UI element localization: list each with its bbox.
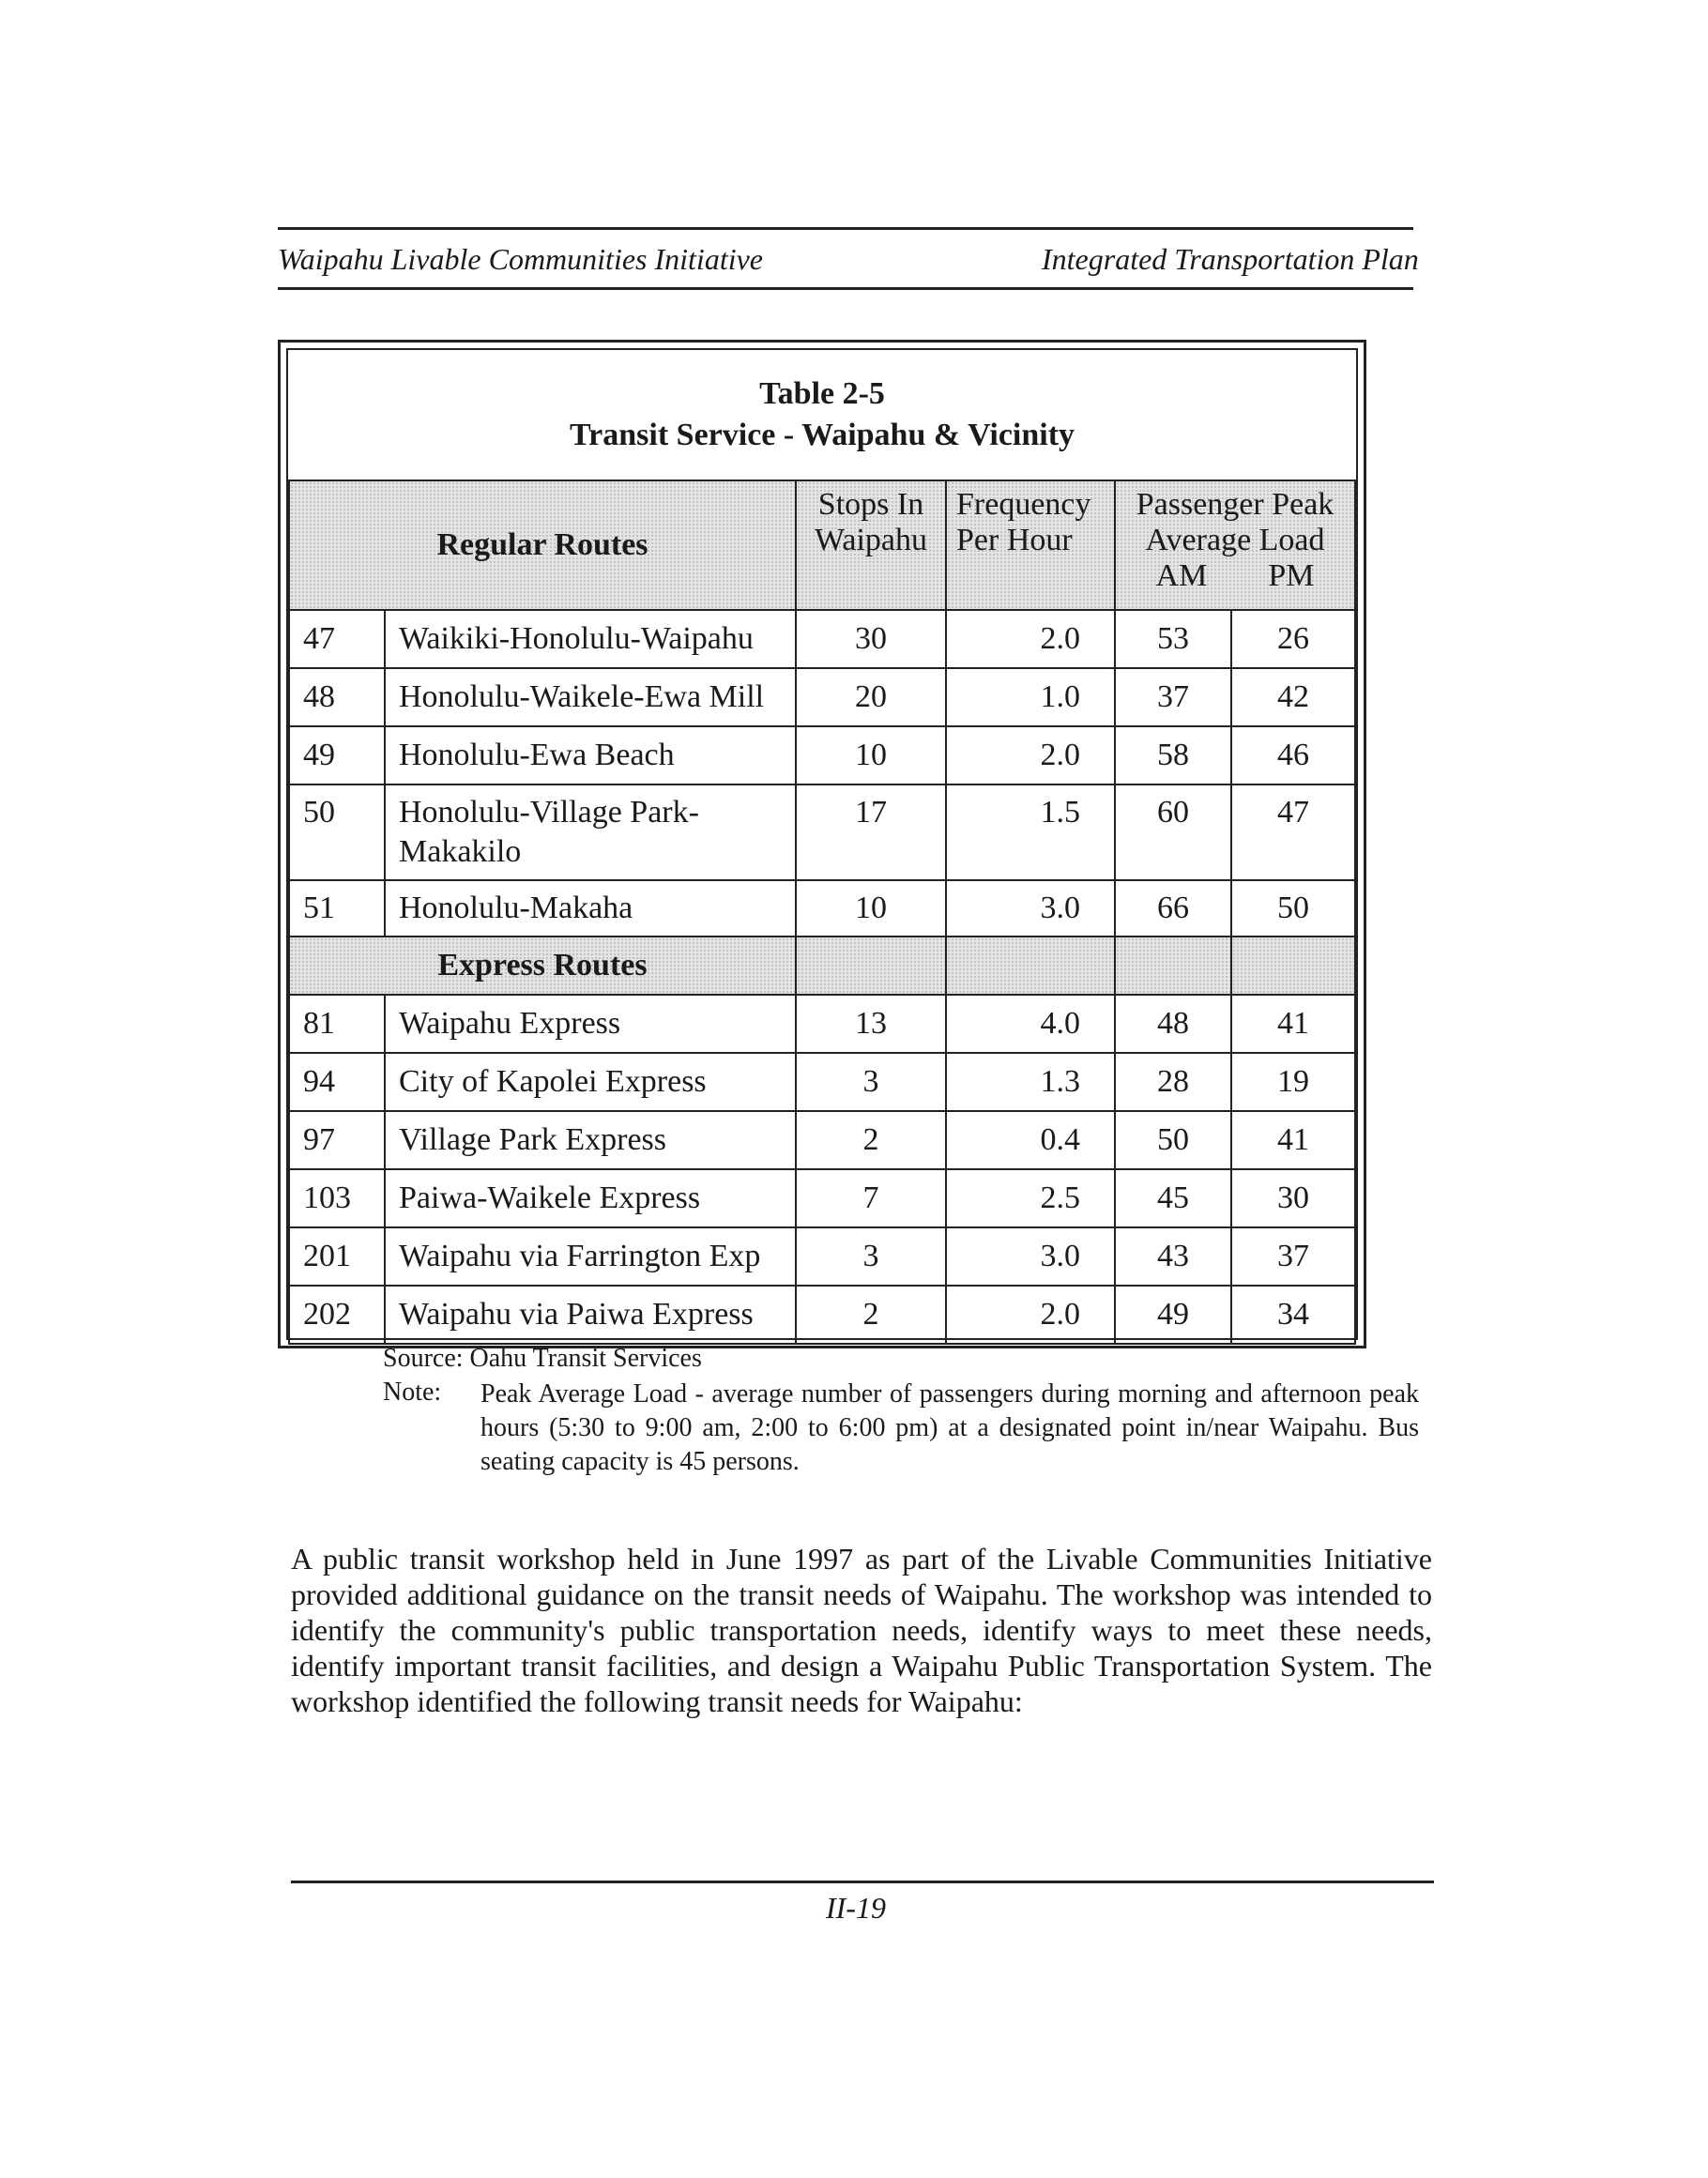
route-name: Honolulu-Village Park-Makakilo [385, 784, 796, 880]
shaded-cell [1115, 937, 1231, 995]
table-title: Transit Service - Waipahu & Vicinity [570, 418, 1075, 452]
route-name: Honolulu-Ewa Beach [385, 726, 796, 784]
route-number: 103 [289, 1169, 385, 1227]
page-number: II-19 [826, 1891, 886, 1925]
table-row [289, 1169, 1355, 1227]
pm-header: PM [1268, 558, 1315, 593]
pm-load-value: 37 [1231, 1227, 1355, 1286]
route-number: 201 [289, 1227, 385, 1286]
table-row [289, 784, 1355, 880]
stops-value: 13 [796, 995, 946, 1053]
frequency-value: 2.5 [946, 1169, 1115, 1227]
frequency-value: 4.0 [946, 995, 1115, 1053]
frequency-value: 3.0 [946, 880, 1115, 937]
am-load-value: 49 [1115, 1286, 1231, 1344]
am-load-value: 66 [1115, 880, 1231, 937]
stops-value: 10 [796, 726, 946, 784]
pm-load-value: 50 [1231, 880, 1355, 937]
table-frame [278, 340, 1366, 1348]
route-name: Honolulu-Waikele-Ewa Mill [385, 668, 796, 726]
table-row [289, 1286, 1355, 1344]
express-routes-header: Express Routes [289, 937, 796, 995]
route-name: Waikiki-Honolulu-Waipahu [385, 610, 796, 668]
route-name: Waipahu Express [385, 995, 796, 1053]
frequency-header-line1: Frequency [956, 487, 1091, 522]
column-header-row [289, 480, 1355, 610]
am-load-value: 50 [1115, 1111, 1231, 1169]
frequency-header-line2: Per Hour [956, 523, 1073, 557]
route-name: Waipahu via Paiwa Express [385, 1286, 796, 1344]
am-load-value: 53 [1115, 610, 1231, 668]
table-source: Source: Oahu Transit Services [383, 1344, 702, 1373]
stops-value: 7 [796, 1169, 946, 1227]
route-number: 94 [289, 1053, 385, 1111]
table-row [289, 1111, 1355, 1169]
express-routes-header-row [289, 937, 1355, 995]
route-name: City of Kapolei Express [385, 1053, 796, 1111]
load-header-line1: Passenger Peak [1136, 487, 1334, 522]
note-text: Peak Average Load - average number of passengers during morning and afternoon peak hours (5:30 to 9:00 am, 2:00 to 6:00 pm) at a designated point in/near Waipahu. Bus seating capacity is 45 persons. [480, 1379, 1419, 1476]
pm-load-value: 30 [1231, 1169, 1355, 1227]
load-header [1115, 480, 1355, 610]
stops-value: 10 [796, 880, 946, 937]
pm-load-value: 41 [1231, 1111, 1355, 1169]
table-row [289, 1227, 1355, 1286]
route-number: 81 [289, 995, 385, 1053]
pm-load-value: 34 [1231, 1286, 1355, 1344]
am-load-value: 48 [1115, 995, 1231, 1053]
table-row [289, 880, 1355, 937]
table-caption [289, 350, 1355, 480]
route-name: Paiwa-Waikele Express [385, 1169, 796, 1227]
am-load-value: 45 [1115, 1169, 1231, 1227]
route-name: Village Park Express [385, 1111, 796, 1169]
body-paragraph: A public transit workshop held in June 1997 as part of the Livable Communities Initiative provided additional guidance on the transit needs of Waipahu. The workshop was intended to identify the community's public transportation needs, identify ways to meet these needs, identify important transit facilities, and design a Waipahu Public Transportation System. The workshop identified the following transit needs for Waipahu: [291, 1542, 1432, 1718]
route-name: Honolulu-Makaha [385, 880, 796, 937]
shaded-cell [796, 937, 946, 995]
frequency-value: 0.4 [946, 1111, 1115, 1169]
frequency-value: 1.5 [946, 784, 1115, 880]
am-load-value: 37 [1115, 668, 1231, 726]
route-number: 48 [289, 668, 385, 726]
table-row [289, 668, 1355, 726]
table-row [289, 1053, 1355, 1111]
stops-value: 17 [796, 784, 946, 880]
route-number: 202 [289, 1286, 385, 1344]
frequency-value: 3.0 [946, 1227, 1115, 1286]
header-bottom-rule [278, 287, 1413, 290]
pm-load-value: 26 [1231, 610, 1355, 668]
stops-value: 20 [796, 668, 946, 726]
am-load-value: 60 [1115, 784, 1231, 880]
frequency-value: 2.0 [946, 726, 1115, 784]
footer-rule [291, 1881, 1434, 1883]
note-label: Note: [383, 1378, 442, 1407]
pm-load-value: 19 [1231, 1053, 1355, 1111]
stops-value: 30 [796, 610, 946, 668]
stops-header-line1: Stops In [817, 487, 924, 522]
header-right-title: Integrated Transportation Plan [1042, 242, 1419, 276]
am-load-value: 43 [1115, 1227, 1231, 1286]
stops-header-line2: Waipahu [815, 523, 927, 557]
route-number: 49 [289, 726, 385, 784]
am-load-value: 28 [1115, 1053, 1231, 1111]
route-number: 47 [289, 610, 385, 668]
header-left-title: Waipahu Livable Communities Initiative [278, 242, 763, 276]
stops-header [796, 480, 946, 610]
am-header: AM [1155, 558, 1208, 593]
frequency-value: 1.0 [946, 668, 1115, 726]
shaded-cell [946, 937, 1115, 995]
table-row [289, 995, 1355, 1053]
route-number: 97 [289, 1111, 385, 1169]
route-name: Waipahu via Farrington Exp [385, 1227, 796, 1286]
frequency-value: 1.3 [946, 1053, 1115, 1111]
shaded-cell [1231, 937, 1355, 995]
frequency-header [946, 480, 1115, 610]
table-row [289, 726, 1355, 784]
route-number: 50 [289, 784, 385, 880]
pm-load-value: 47 [1231, 784, 1355, 880]
stops-value: 2 [796, 1111, 946, 1169]
route-number: 51 [289, 880, 385, 937]
load-header-line2: Average Load [1145, 523, 1325, 557]
pm-load-value: 41 [1231, 995, 1355, 1053]
frequency-value: 2.0 [946, 1286, 1115, 1344]
table-number: Table 2-5 [759, 376, 885, 411]
frequency-value: 2.0 [946, 610, 1115, 668]
pm-load-value: 46 [1231, 726, 1355, 784]
pm-load-value: 42 [1231, 668, 1355, 726]
header-top-rule [278, 227, 1413, 230]
am-load-value: 58 [1115, 726, 1231, 784]
stops-value: 3 [796, 1227, 946, 1286]
stops-value: 3 [796, 1053, 946, 1111]
table-row [289, 610, 1355, 668]
transit-service-table [288, 350, 1356, 1345]
regular-routes-header: Regular Routes [289, 480, 796, 610]
stops-value: 2 [796, 1286, 946, 1344]
